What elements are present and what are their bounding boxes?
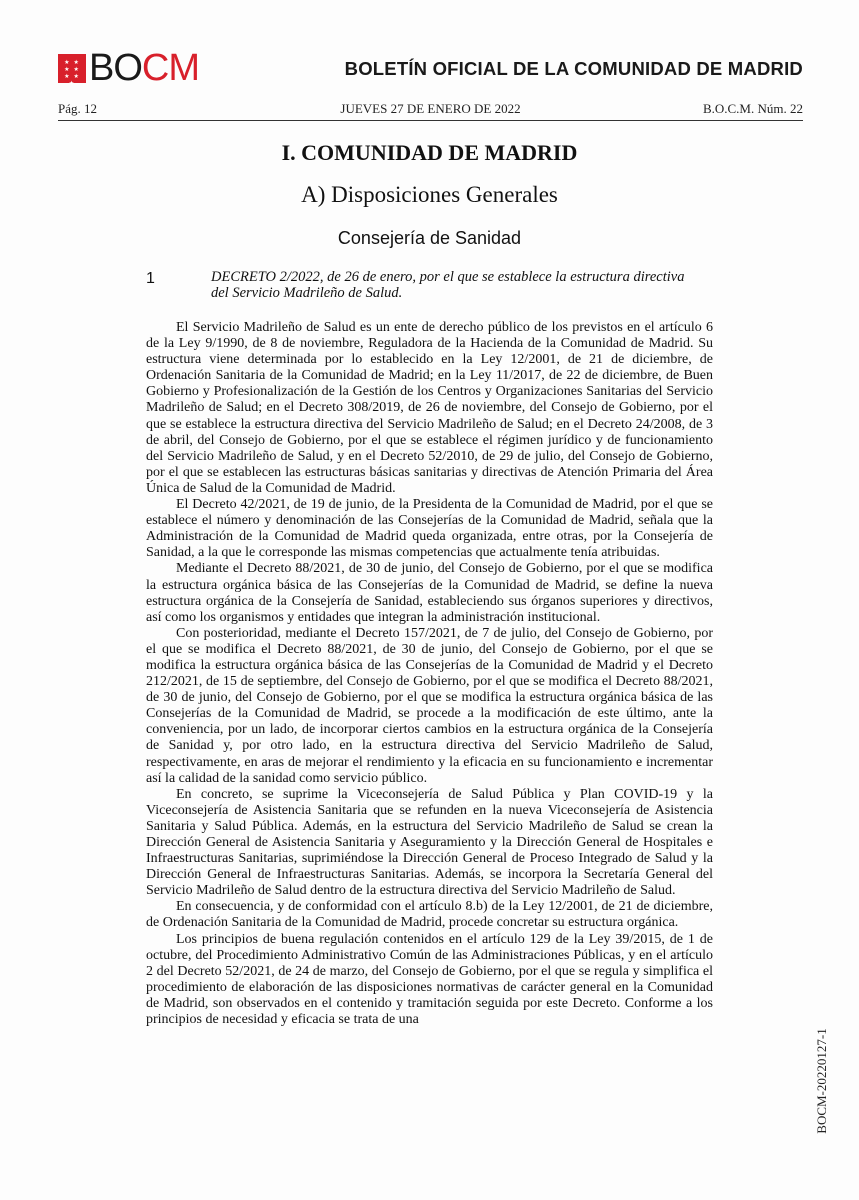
- decree-body: [146, 320, 713, 1028]
- madrid-stars-icon: ★ ★ ★ ★ ★ ★ ★: [58, 54, 86, 83]
- body-paragraph: El Servicio Madrileño de Salud es un ente de derecho público de los previstos en el artículo 6 de la Ley 9/1990, de 8 de noviembre, Reguladora de la Hacienda de la Comunidad de Madrid. Su estructura viene determinada por lo establecido en la Ley 12/2001, de 21 de diciembre, de Ordenación Sanitaria de la Comunidad de Madrid; en la Ley 11/2017, de 22 de diciembre, de Buen Gobierno y Profesionalización de la Gestión de los Centros y Organizaciones Sanitarias del Servicio Madrileño de Salud; en el Decreto 308/2019, de 26 de noviembre, del Consejo de Gobierno, por el que se establece la estructura directiva del Servicio Madrileño de Salud; en el Decreto 24/2008, de 3 de abril, del Consejo de Gobierno, por el que se establece el régimen jurídico y de funcionamiento del Servicio Madrileño de Salud, y en el Decreto 52/2010, de 29 de julio, del Consejo de Gobierno, por el que se establecen las estructuras básicas sanitarias y directivas de Atención Primaria del Área Única de Salud de la Comunidad de Madrid.: [146, 320, 713, 496]
- subsection-heading: A) Disposiciones Generales: [301, 182, 558, 207]
- body-paragraph: En consecuencia, y de conformidad con el artículo 8.b) de la Ley 12/2001, de 21 de diciembre, de Ordenación Sanitaria de la Comunidad de Madrid, procede concretar su estructura orgánica.: [146, 899, 713, 931]
- issue-number: B.O.C.M. Núm. 22: [702, 101, 803, 116]
- section-heading: I. COMUNIDAD DE MADRID: [281, 140, 578, 165]
- body-paragraph: Mediante el Decreto 88/2021, de 30 de junio, del Consejo de Gobierno, por el que se modifica la estructura orgánica básica de las Consejerías de la Comunidad de Madrid, se define la nueva estructura orgánica de la Consejería de Sanidad, estableciendo sus órganos superiores y directivos, así como los organismos y entidades que integran la administración institucional.: [146, 561, 713, 625]
- department-heading: Consejería de Sanidad: [337, 228, 522, 248]
- body-paragraph: Con posterioridad, mediante el Decreto 157/2021, de 7 de julio, del Consejo de Gobierno, por el que se modifica el Decreto 88/2021, de 30 de junio, del Consejo de Gobierno, por el que se modifica la estructura orgánica básica de las Consejerías de la Comunidad de Madrid y el Decreto 212/2021, de 15 de septiembre, del Consejo de Gobierno, por el que se modifica el Decreto 88/2021, de 30 de junio, del Consejo de Gobierno, por el que se modifica la estructura orgánica básica de las Consejerías de la Comunidad de Madrid, se procede a la modificación de este último, ante la conveniencia, por un lado, de incorporar ciertos cambios en la estructura orgánica de la Consejería de Sanidad y, por otro lado, en la estructura directiva del Servicio Madrileño de Salud, respectivamente, en aras de mejorar el rendimiento y la eficacia en su funcionamiento e incrementar así la calidad de la sanidad como servicio público.: [146, 625, 713, 786]
- logo-text-bo: BO: [89, 47, 142, 89]
- gazette-title: BOLETÍN OFICIAL DE LA COMUNIDAD DE MADRID: [344, 58, 803, 79]
- gazette-header: [58, 47, 803, 90]
- decree-title-line-1: DECRETO 2/2022, de 26 de enero, por el que se establece la estructura directiva: [211, 269, 685, 285]
- body-paragraph: Los principios de buena regulación contenidos en el artículo 129 de la Ley 39/2015, de 1 de octubre, del Procedimiento Administrativo Común de las Administraciones Públicas, y en el artículo 2 del Decreto 52/2021, de 24 de marzo, del Consejo de Gobierno, por el que se regula y simplifica el procedimiento de elaboración de las disposiciones normativas de carácter general en la Comunidad de Madrid, son observados en el contenido y tramitación seguida por este Decreto. Conforme a los principios de necesidad y eficacia se trata de una: [146, 931, 713, 1028]
- decree-title: [211, 269, 711, 301]
- header-divider: [58, 120, 803, 121]
- logo-text-cm: CM: [141, 47, 200, 89]
- body-paragraph: En concreto, se suprime la Viceconsejería de Salud Pública y Plan COVID-19 y la Viceconsejería de Asistencia Sanitaria que se refunden en la nueva Viceconsejería de Asistencia Sanitaria y Salud Pública. Además, en la estructura del Servicio Madrileño de Salud se crean la Dirección General de Asistencia Sanitaria y Aseguramiento y la Dirección General de Hospitales e Infraestructuras Sanitarias, suprimiéndose la Dirección General de Proceso Integrado de Salud y la Dirección General de Infraestructuras Sanitarias. Además, se incorpora la Secretaría General del Servicio Madrileño de Salud dentro de la estructura directiva del Servicio Madrileño de Salud.: [146, 786, 713, 899]
- bocm-logo: [58, 47, 200, 89]
- decree-title-line-2: del Servicio Madrileño de Salud.: [211, 285, 403, 301]
- page-meta: [58, 101, 803, 119]
- side-code-text: BOCM-20220127-1: [814, 1028, 829, 1134]
- page-number: Pág. 12: [58, 101, 97, 116]
- decree-number: 1: [146, 270, 155, 287]
- body-paragraph: El Decreto 42/2021, de 19 de junio, de la Presidenta de la Comunidad de Madrid, por el que se establece el número y denominación de las Consejerías de la Comunidad de Madrid, señala que la Administración de la Comunidad de Madrid queda organizada, entre otras, por la Consejería de Sanidad, a la que le corresponde las mismas competencias que actualmente tenía atribuidas.: [146, 497, 713, 561]
- issue-date: JUEVES 27 DE ENERO DE 2022: [340, 101, 521, 116]
- side-reference-code: [813, 1006, 831, 1156]
